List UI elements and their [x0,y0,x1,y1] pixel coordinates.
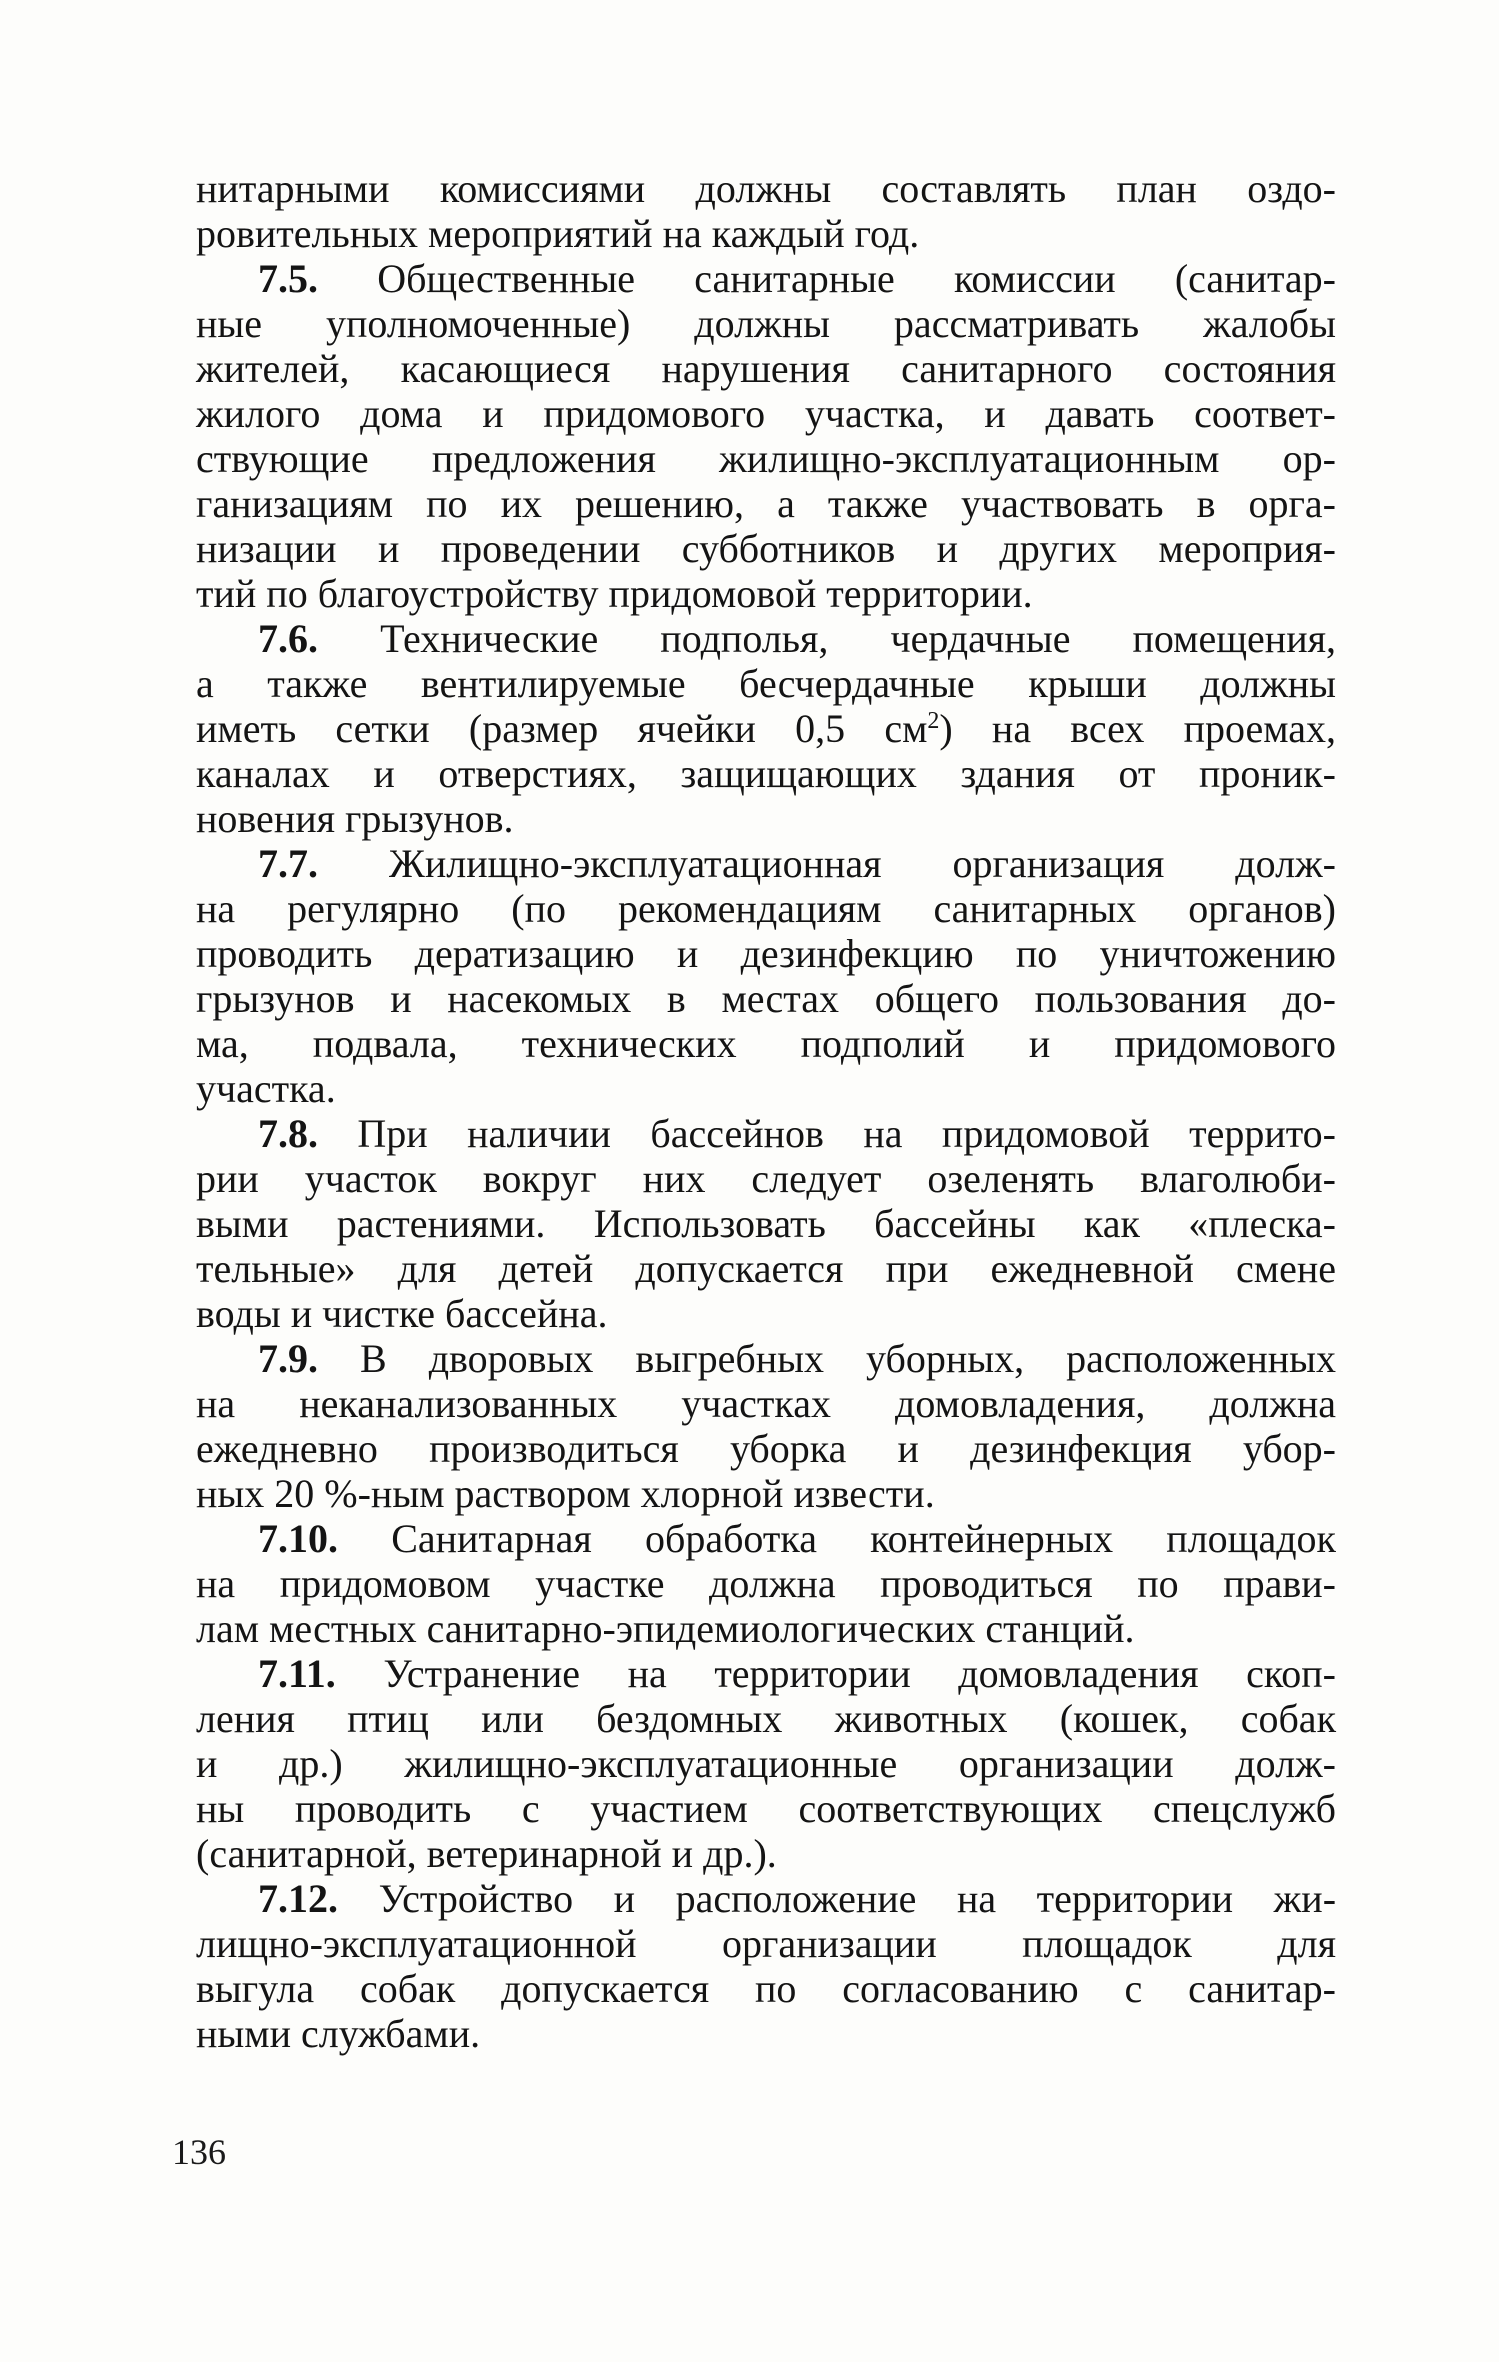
text-line: выгула собак допускается по согласованию с санитар- [196,1966,1336,2011]
text-line [196,1111,1336,1156]
body-text [196,166,1336,2056]
superscript: 2 [927,708,940,734]
text-fragment: При наличии бассейнов на придомовой террито- [357,1111,1336,1156]
text-line [196,1336,1336,1381]
item-number: 7.10. [258,1516,338,1561]
text-line: низации и проведении субботников и других мероприя- [196,526,1336,571]
item-number: 7.8. [258,1111,318,1156]
text-line: ганизациям по их решению, а также участвовать в орга- [196,481,1336,526]
text-fragment: Общественные санитарные комиссии (санитар- [377,256,1337,301]
paragraph-7-12 [196,1876,1336,2056]
item-number: 7.11. [258,1651,336,1696]
text-fragment: Устранение на территории домовладения скоп- [383,1651,1336,1696]
item-number: 7.7. [258,841,318,886]
text-line: грызунов и насекомых в местах общего пользования до- [196,976,1336,1021]
text-line: ными службами. [196,2011,481,2056]
text-fragment: Жилищно-эксплуатационная организация долж- [388,841,1336,886]
text-line: жителей, касающиеся нарушения санитарного состояния [196,346,1336,391]
text-line [196,706,1336,751]
text-fragment: иметь сетки (размер ячейки 0,5 см [196,706,928,751]
paragraph-7-8 [196,1111,1336,1336]
text-line: проводить дератизацию и дезинфекцию по уничтожению [196,931,1336,976]
text-line: воды и чистке бассейна. [196,1291,608,1336]
paragraph-7-6 [196,616,1336,841]
text-line: тельные» для детей допускается при ежедневной смене [196,1246,1336,1291]
text-line [196,1516,1336,1561]
text-line: (санитарной, ветеринарной и др.). [196,1831,777,1876]
text-line: жилого дома и придомового участка, и давать соответ- [196,391,1336,436]
text-line: ма, подвала, технических подполий и придомового [196,1021,1336,1066]
item-number: 7.12. [258,1876,338,1921]
page-number: 136 [172,2132,226,2172]
text-line [196,1651,1336,1696]
text-line [196,1876,1336,1921]
text-fragment: В дворовых выгребных уборных, расположенных [360,1336,1337,1381]
text-line: рии участок вокруг них следует озеленять влаголюби- [196,1156,1336,1201]
text-line: каналах и отверстиях, защищающих здания от проник- [196,751,1336,796]
text-line: ежедневно производиться уборка и дезинфекция убор- [196,1426,1336,1471]
text-line [196,256,1336,301]
text-line: ления птиц или бездомных животных (кошек, собак [196,1696,1336,1741]
item-number: 7.6. [258,616,318,661]
text-line: лищно-эксплуатационной организации площадок для [196,1921,1336,1966]
item-number: 7.9. [258,1336,318,1381]
text-line: ных 20 %-ным раствором хлорной извести. [196,1471,935,1516]
text-line: на неканализованных участках домовладения, должна [196,1381,1336,1426]
text-line: новения грызунов. [196,796,514,841]
paragraph-7-10 [196,1516,1336,1651]
text-line: ны проводить с участием соответствующих спецслужб [196,1786,1336,1831]
text-line [196,616,1336,661]
text-line: а также вентилируемые бесчердачные крыши должны [196,661,1336,706]
text-line: лам местных санитарно-эпидемиологических станций. [196,1606,1135,1651]
text-line: и др.) жилищно-эксплуатационные организации долж- [196,1741,1336,1786]
text-line: выми растениями. Использовать бассейны как «плеска- [196,1201,1336,1246]
text-fragment: Санитарная обработка контейнерных площадок [391,1516,1336,1561]
text-line: ровительных мероприятий на каждый год. [196,211,920,256]
paragraph-7-9 [196,1336,1336,1516]
text-line: тий по благоустройству придомовой территории. [196,571,1033,616]
paragraph-7-11 [196,1651,1336,1876]
text-fragment: ) на всех проемах, [939,706,1337,751]
text-line [196,841,1336,886]
paragraph-continuation [196,166,1336,256]
text-fragment: Технические подполья, чердачные помещения, [380,616,1337,661]
text-line: нитарными комиссиями должны составлять план оздо- [196,166,1336,211]
text-line: на придомовом участке должна проводиться по прави- [196,1561,1336,1606]
item-number: 7.5. [258,256,318,301]
text-fragment: Устройство и расположение на территории жи- [378,1876,1337,1921]
text-line: на регулярно (по рекомендациям санитарных органов) [196,886,1336,931]
paragraph-7-7 [196,841,1336,1111]
paragraph-7-5 [196,256,1336,616]
text-line: ствующие предложения жилищно-эксплуатационным ор- [196,436,1336,481]
text-line: участка. [196,1066,336,1111]
text-line: ные уполномоченные) должны рассматривать жалобы [196,301,1336,346]
